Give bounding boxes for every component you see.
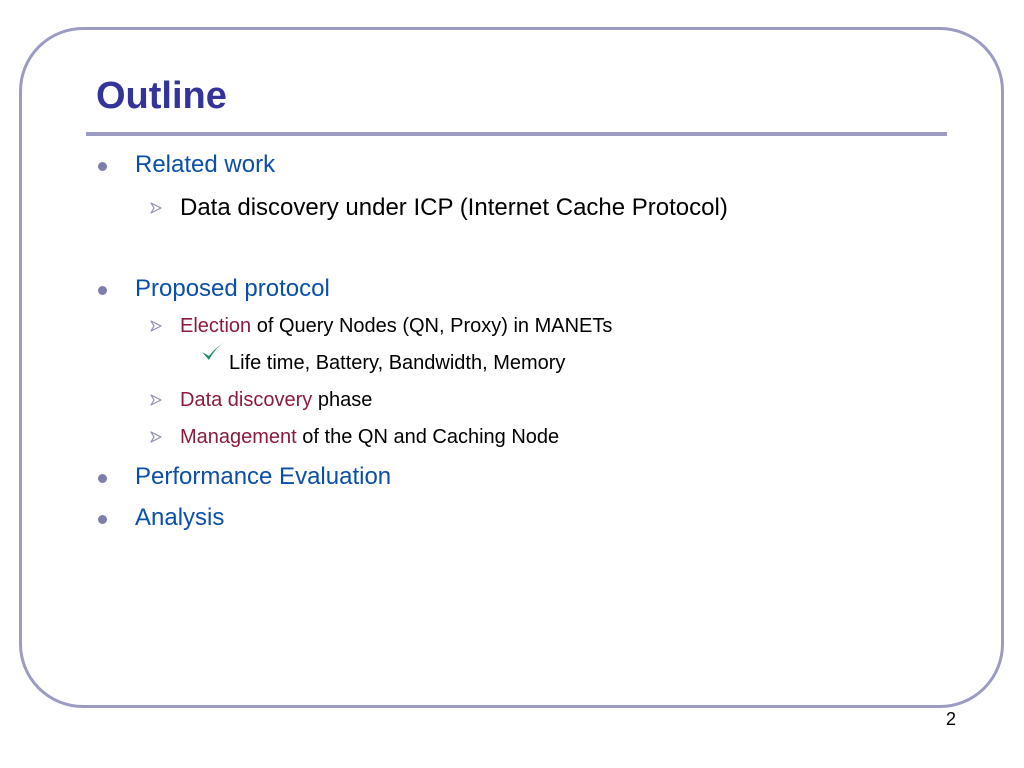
dot-bullet-icon	[98, 515, 107, 524]
subbullet-election	[180, 314, 612, 338]
subbullet-management-rest: of the QN and Caching Node	[296, 426, 560, 448]
detail-node-criteria: Life time, Battery, Bandwidth, Memory	[229, 352, 566, 374]
bullet-proposed-protocol: Proposed protocol	[135, 275, 330, 302]
arrow-bullet-icon	[149, 319, 163, 333]
dot-bullet-icon	[98, 286, 107, 295]
slide-title: Outline	[96, 75, 227, 117]
arrow-bullet-icon	[149, 201, 163, 215]
dot-bullet-icon	[98, 474, 107, 483]
page-number: 2	[946, 709, 957, 729]
dot-bullet-icon	[98, 162, 107, 171]
highlight-data-discovery: Data discovery	[180, 389, 313, 411]
subbullet-data-discovery-icp: Data discovery under ICP (Internet Cache Protocol)	[180, 194, 728, 221]
subbullet-management	[180, 425, 559, 449]
subbullet-data-discovery-phase	[180, 388, 372, 412]
highlight-management: Management	[180, 426, 297, 448]
arrow-bullet-icon	[149, 393, 163, 407]
bullet-analysis: Analysis	[135, 504, 225, 531]
title-underline	[86, 132, 947, 136]
bullet-related-work: Related work	[135, 151, 276, 178]
checkmark-icon	[199, 338, 229, 364]
bullet-performance-evaluation: Performance Evaluation	[135, 463, 392, 490]
subbullet-data-discovery-rest: phase	[312, 389, 373, 411]
subbullet-election-rest: of Query Nodes (QN, Proxy) in MANETs	[251, 315, 613, 337]
arrow-bullet-icon	[149, 430, 163, 444]
highlight-election: Election	[180, 315, 252, 337]
